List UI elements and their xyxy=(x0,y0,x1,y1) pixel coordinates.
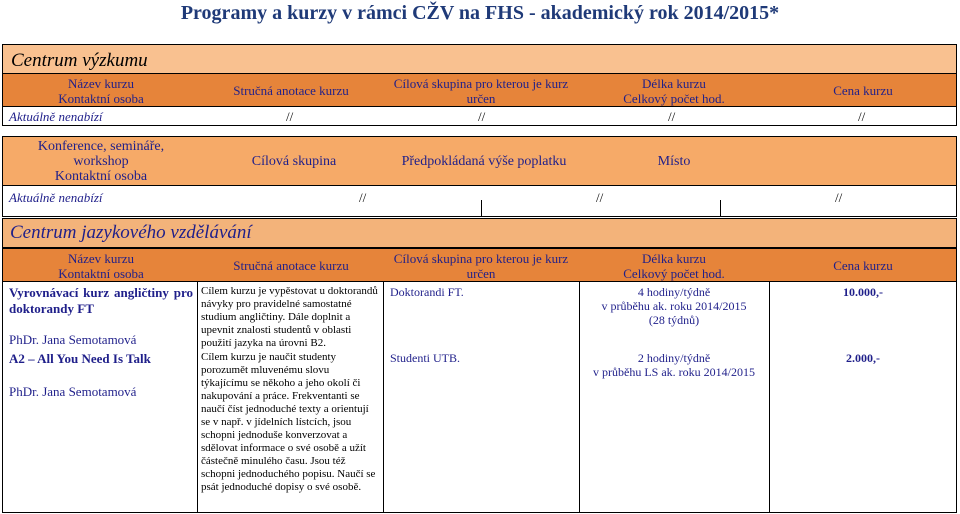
course-name: Vyrovnávací kurz angličtiny pro doktorandy FT xyxy=(9,285,193,316)
course-contact: PhDr. Jana Semotamová xyxy=(9,332,137,347)
course-price: 2.000,- xyxy=(846,351,880,365)
course-price: 10.000,- xyxy=(843,285,883,299)
row-status-label: Aktuálně nenabízí xyxy=(9,109,103,124)
row-cell: // xyxy=(286,109,294,124)
course-contact: PhDr. Jana Semotamová xyxy=(9,384,137,399)
section-conference-header xyxy=(2,136,957,186)
row-cell: // xyxy=(668,109,676,124)
course-annotation: Cílem kurzu je naučit studenty porozumět mluvenému slovu týkajícímu se někoho a jeho okolí či nakupování a práce. Frekventanti se naučí číst jednoduché texty a orientují se v např. v jídelních lístcích, jsou schopni jednoduše konverzovat a sdělovat informace o své osobě a užít částečně minulého času. Jsou též schopni jednoduchého popisu. Naučí se psát jednoduché dopisy o své osobě. xyxy=(201,351,376,493)
header-length: Délka kurzu Celkový počet hod. xyxy=(623,250,725,281)
header-place: Místo xyxy=(657,154,691,169)
section-research-title: Centrum výzkumu xyxy=(2,44,957,74)
row-cell: // xyxy=(835,190,843,205)
header-annotation: Stručná anotace kurzu xyxy=(233,83,349,98)
section-language-body xyxy=(2,281,957,513)
course-target: Studenti UTB. xyxy=(390,351,461,365)
page-title: Programy a kurzy v rámci CŽV na FHS - akademický rok 2014/2015* xyxy=(180,2,780,24)
course-target: Doktorandi FT. xyxy=(390,285,464,299)
row-cell: // xyxy=(858,109,866,124)
header-target-group: Cílová skupina pro kterou je kurz určen xyxy=(393,75,569,106)
course-annotation: Cílem kurzu je vypěstovat u doktorandů návyky pro pravidelné samostatné studium angličtiny. Dále doplnit a upevnit znalosti studentů v oblasti použití jazyka na úrovni B2. xyxy=(201,285,378,349)
row-cell: // xyxy=(478,109,486,124)
header-course-name: Název kurzu Kontaktní osoba xyxy=(58,250,144,281)
header-price: Cena kurzu xyxy=(833,83,893,98)
header-annotation: Stručná anotace kurzu xyxy=(233,258,349,273)
header-target-group: Cílová skupina xyxy=(251,154,337,169)
header-target-group: Cílová skupina pro kterou je kurz určen xyxy=(393,250,569,281)
row-status-label: Aktuálně nenabízí xyxy=(9,190,103,205)
section-conference-row xyxy=(2,185,957,217)
header-length: Délka kurzu Celkový počet hod. xyxy=(623,75,725,106)
section-language-header xyxy=(2,248,957,282)
header-price: Cena kurzu xyxy=(833,258,893,273)
section-research-row xyxy=(2,106,957,126)
course-length: 2 hodiny/týdně v průběhu LS ak. roku 2014/2015 xyxy=(593,351,755,379)
row-cell: // xyxy=(596,190,604,205)
section-research-header xyxy=(2,73,957,107)
section-language-title: Centrum jazykového vzdělávání xyxy=(2,218,957,248)
header-course-name: Název kurzu Kontaktní osoba xyxy=(58,75,144,106)
course-length: 4 hodiny/týdně v průběhu ak. roku 2014/2015 (28 týdnů) xyxy=(601,285,747,327)
header-event-name: Konference, semináře, workshop Kontaktní osoba xyxy=(37,139,165,184)
row-cell: // xyxy=(359,190,367,205)
header-fee: Předpokládaná výše poplatku xyxy=(401,154,567,169)
course-name: A2 – All You Need Is Talk xyxy=(9,351,151,366)
